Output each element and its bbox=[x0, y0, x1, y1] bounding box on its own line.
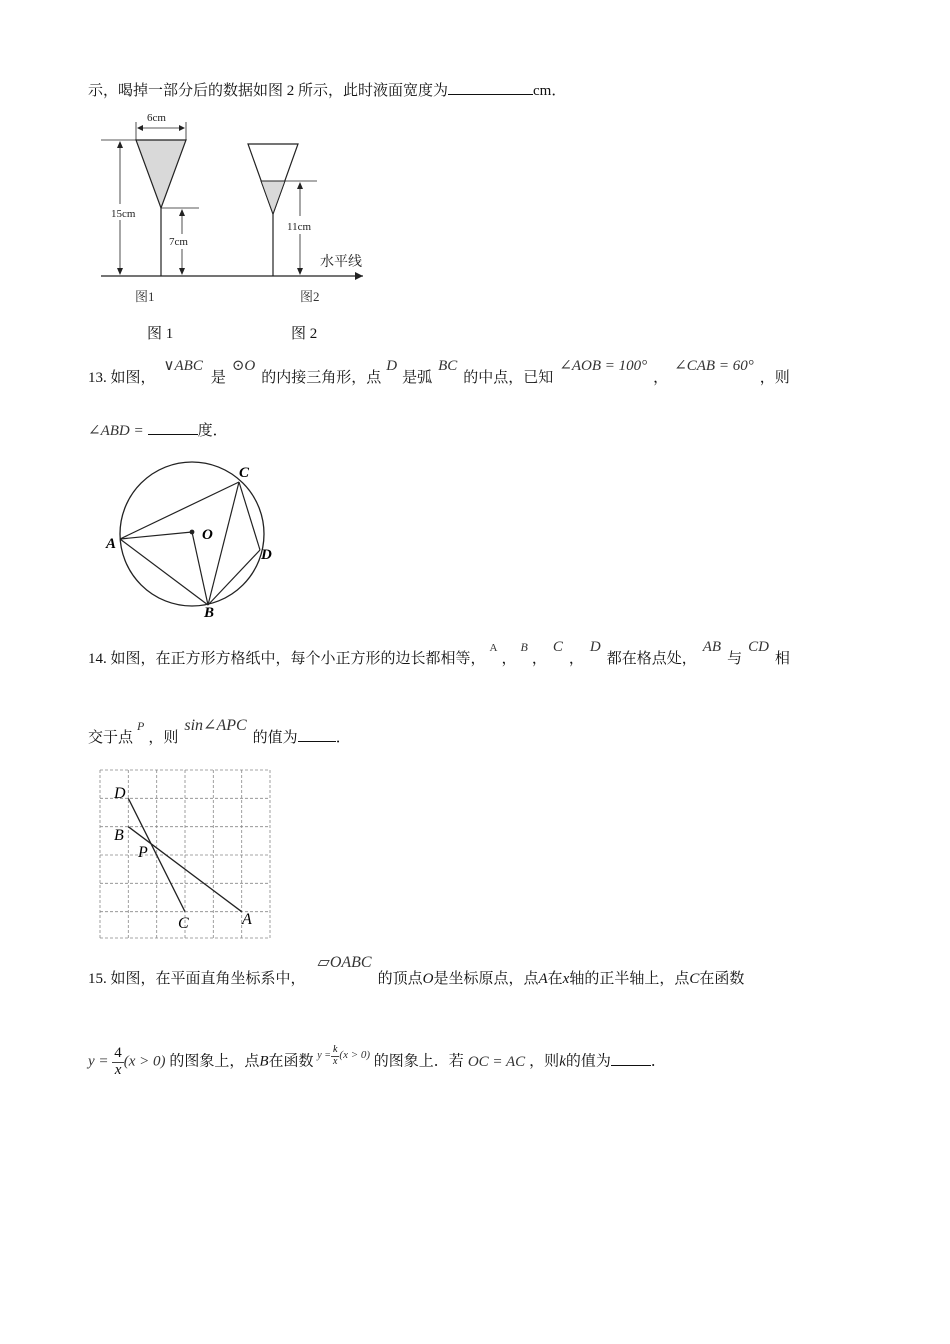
q14-text: 如图，在正方形方格纸中，每个小正方形的边长都相等， bbox=[110, 651, 486, 667]
segment-ao bbox=[120, 532, 192, 539]
label-c: C bbox=[178, 915, 189, 932]
q14-text-line1 bbox=[88, 639, 790, 667]
q15-x: x bbox=[562, 971, 570, 987]
q14-text: 的值为 bbox=[252, 730, 298, 746]
stem-dim-label: 7cm bbox=[169, 236, 188, 248]
q13-circle-figure bbox=[100, 455, 290, 620]
segment-ab bbox=[120, 539, 208, 605]
horizon-label: 水平线 bbox=[320, 255, 362, 270]
q15-text: 的图象上．若 bbox=[373, 1053, 464, 1070]
label-o: O bbox=[202, 527, 213, 543]
q14-grid-figure bbox=[96, 766, 276, 942]
q15-number: 15. bbox=[88, 971, 107, 987]
q15-func2-cond: (x > 0) bbox=[339, 1048, 371, 1061]
q13-text: 的中点，已知 bbox=[463, 370, 554, 386]
q15-text: 在函数 bbox=[699, 971, 745, 987]
q12-text: 示，喝掉一部分后的数据如图 2 所示，此时液面宽度为 bbox=[88, 83, 449, 99]
segment-cd bbox=[239, 482, 260, 550]
q13-text-line1 bbox=[88, 358, 790, 386]
q13-answer-blank[interactable] bbox=[148, 420, 198, 435]
label-a: A bbox=[242, 911, 252, 928]
q14-answer-blank[interactable] bbox=[298, 727, 336, 742]
q15-text: 的顶点 bbox=[377, 971, 423, 987]
q14-text: 相 bbox=[774, 651, 790, 667]
q14-text: 都在格点处， bbox=[606, 651, 697, 667]
q14-point-a: A bbox=[489, 642, 498, 654]
q15-func2-den: x bbox=[332, 1055, 338, 1067]
q15-text: 轴的正半轴上，点 bbox=[569, 971, 690, 987]
q15-func2-lhs: y = bbox=[317, 1049, 331, 1061]
segment-ac bbox=[120, 482, 239, 539]
q13-triangle: ∨ABC bbox=[163, 358, 203, 374]
q15-text: ． bbox=[650, 1053, 666, 1070]
q14-point-p: P bbox=[137, 719, 145, 733]
q12-cup-figure bbox=[95, 108, 385, 308]
q13-angle-abd: ∠ABD = bbox=[88, 423, 144, 439]
q13-text: 是 bbox=[210, 370, 226, 386]
q13-angle-aob: ∠AOB = 100° bbox=[559, 358, 648, 374]
label-d: D bbox=[114, 785, 126, 802]
q14-point-b: B bbox=[520, 640, 528, 654]
q13-text: ， bbox=[653, 370, 669, 386]
q15-point-c: C bbox=[689, 971, 700, 987]
q14-segment-ab: AB bbox=[702, 639, 722, 655]
q15-func1-num: 4 bbox=[114, 1045, 122, 1061]
cup2-liquid bbox=[261, 181, 285, 214]
q14-sin-expr: sin∠APC bbox=[184, 717, 247, 734]
q14-number: 14. bbox=[88, 651, 107, 667]
q15-answer-blank[interactable] bbox=[611, 1051, 651, 1066]
q12-answer-blank[interactable] bbox=[448, 80, 533, 95]
q15-text: 如图，在平面直角坐标系中， bbox=[110, 971, 306, 987]
label-b: B bbox=[114, 827, 124, 844]
fig1-caption: 图 1 bbox=[147, 326, 174, 342]
horizon-arrow bbox=[355, 272, 363, 280]
q15-k: k bbox=[559, 1053, 566, 1070]
q13-text: 的内接三角形，点 bbox=[261, 370, 382, 386]
q15-func1-cond: (x > 0) bbox=[123, 1053, 166, 1070]
center-point bbox=[190, 530, 195, 535]
q15-text: 在 bbox=[547, 971, 563, 987]
q15-func1-frac bbox=[112, 1046, 124, 1079]
q14-text: ， bbox=[501, 651, 517, 667]
q13-text: 如图， bbox=[110, 370, 156, 386]
q15-text: ，则 bbox=[529, 1053, 560, 1070]
q14-text: ． bbox=[335, 730, 351, 746]
q15-text-line1 bbox=[88, 954, 745, 987]
q15-func1-lhs: y = bbox=[88, 1053, 109, 1070]
fig1-small-caption: 图1 bbox=[135, 289, 155, 304]
cup1-liquid bbox=[136, 140, 186, 208]
q12-unit: cm． bbox=[533, 83, 567, 99]
q13-text: ，则 bbox=[759, 370, 790, 386]
fig2-caption: 图 2 bbox=[291, 326, 318, 342]
width-dim-label: 6cm bbox=[147, 112, 166, 124]
q13-text: 度． bbox=[197, 423, 228, 439]
q14-point-c: C bbox=[552, 639, 563, 655]
q15-parallelogram: ▱OABC bbox=[317, 954, 372, 971]
q14-text: 交于点 bbox=[88, 730, 134, 746]
q13-arc: BC bbox=[438, 358, 458, 374]
q15-func2-num: k bbox=[332, 1044, 338, 1056]
q14-text: ， bbox=[568, 651, 584, 667]
q13-text-line2 bbox=[88, 420, 228, 439]
q15-text: 在函数 bbox=[268, 1053, 314, 1070]
q14-text: 与 bbox=[727, 651, 743, 667]
label-d: D bbox=[261, 547, 272, 563]
fig2-small-caption: 图2 bbox=[300, 289, 320, 304]
label-b: B bbox=[204, 605, 215, 620]
label-p: P bbox=[138, 844, 148, 861]
q14-text: ，则 bbox=[148, 730, 179, 746]
level-dim-label: 11cm bbox=[287, 221, 312, 233]
segment-db bbox=[208, 550, 260, 605]
segment-cb bbox=[208, 482, 239, 605]
q14-text-line2 bbox=[88, 717, 351, 746]
q15-text: 是坐标原点，点 bbox=[433, 971, 539, 987]
q15-equation: OC = AC bbox=[467, 1053, 526, 1070]
q15-point-b: B bbox=[259, 1053, 269, 1070]
q14-segment-cd: CD bbox=[748, 639, 769, 655]
q13-circle: ⊙O bbox=[231, 358, 256, 374]
q15-text: 的值为 bbox=[565, 1053, 611, 1070]
segment-ba bbox=[128, 827, 241, 912]
q13-point-d: D bbox=[386, 358, 398, 374]
q13-number: 13. bbox=[88, 370, 107, 386]
q14-text: ， bbox=[531, 651, 547, 667]
q13-text: 是弧 bbox=[402, 370, 433, 386]
q15-text-line2 bbox=[88, 1046, 666, 1079]
q12-text-line bbox=[88, 80, 566, 99]
q15-point-o: O bbox=[422, 971, 434, 987]
q15-func1-den: x bbox=[114, 1061, 122, 1078]
q13-angle-cab: ∠CAB = 60° bbox=[674, 358, 754, 374]
label-a: A bbox=[106, 536, 117, 552]
q15-point-a: A bbox=[538, 971, 548, 987]
q15-text: 的图象上，点 bbox=[169, 1053, 260, 1070]
q14-point-d: D bbox=[589, 639, 601, 655]
height-dim-label: 15cm bbox=[111, 208, 136, 220]
label-c: C bbox=[239, 465, 250, 481]
